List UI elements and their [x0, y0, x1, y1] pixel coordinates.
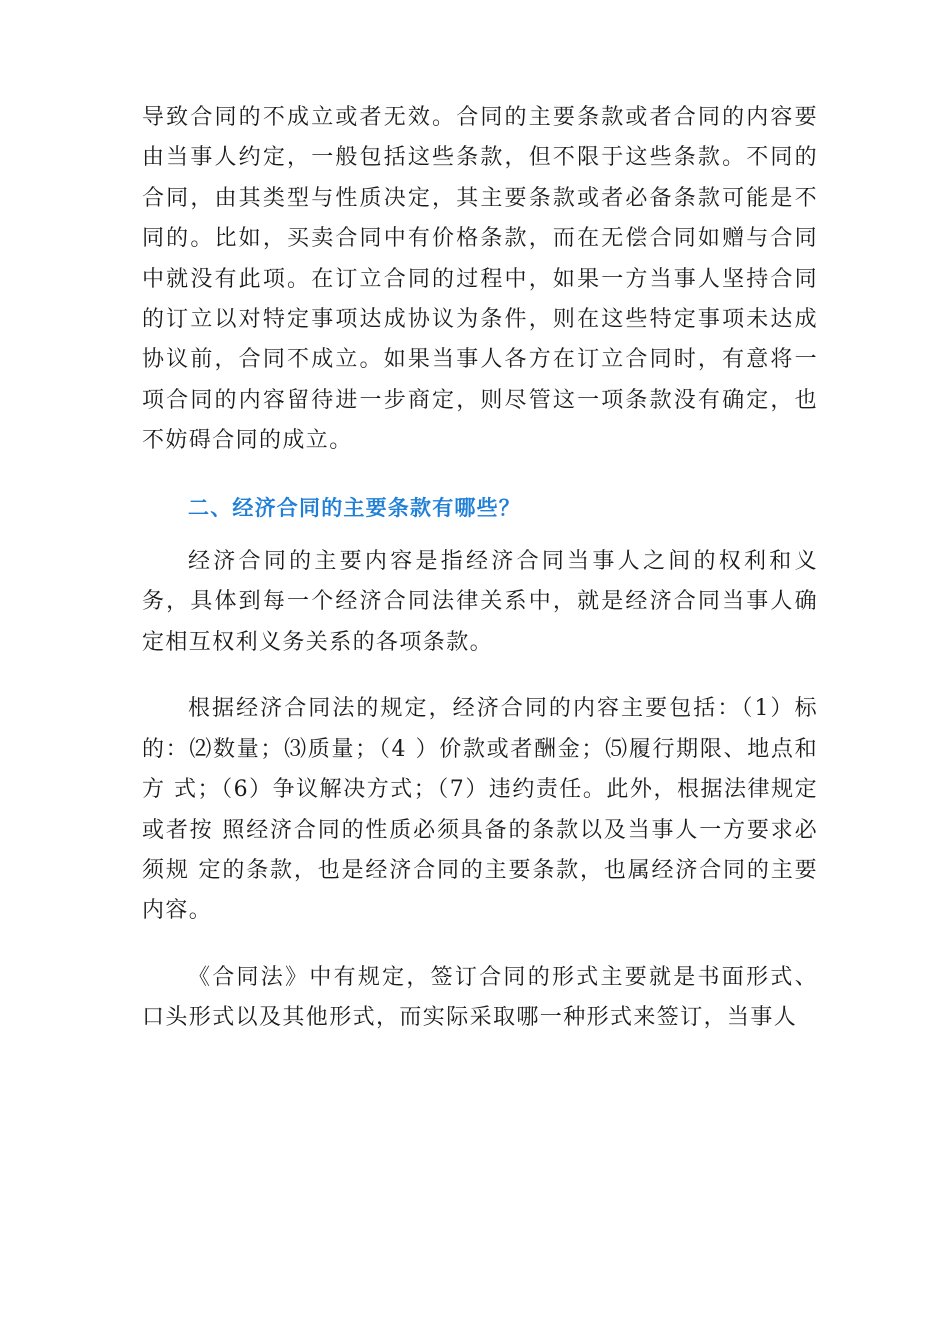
spacer [142, 932, 818, 958]
paragraph-main-content: 经济合同的主要内容是指经济合同当事人之间的权利和义务，具体到每一个经济合同法律关系中，就是经济合同当事人确定相互权利义务关系的各项条款。 [142, 549, 818, 655]
section-heading: 二、经济合同的主要条款有哪些？ [188, 495, 521, 520]
spacer [142, 528, 818, 542]
document-body [142, 98, 818, 1039]
paragraph-continuation: 导致合同的不成立或者无效。合同的主要条款或者合同的内容要由当事人约定，一般包括这些条款，但不限于这些条款。不同的合同，由其类型与性质决定，其主要条款或者必备条款可能是不同的。比如，买卖合同中有价格条款，而在无偿合同如赠与合同中就没有此项。在订立合同的过程中，如果一方当事人坚持合同的订立以对特定事项达成协议为条件，则在这些特定事项未达成协议前，合同不成立。如果当事人各方在订立合同时，有意将一项合同的内容留待进一步商定，则尽管这一项条款没有确定，也不妨碍合同的成立。 [142, 105, 818, 454]
paragraph-contract-terms: 根据经济合同法的规定，经济合同的内容主要包括：（1）标的：⑵数量；⑶质量；（4 ）价款或者酬金；⑸履行期限、地点和方 式；（6）争议解决方式；（7）违约责任。此外，根据法律规定或者按 照经济合同的性质必须具备的条款以及当事人一方要求必须规 定的条款，也是经济合同的主要条款，也属经济合同的主要内容。 [142, 696, 818, 924]
paragraph-contract-forms: 《合同法》中有规定，签订合同的形式主要就是书面形式、口头形式以及其他形式，而实际采取哪一种形式来签订，当事人 [142, 964, 818, 1031]
spacer [142, 462, 818, 488]
spacer [142, 663, 818, 689]
